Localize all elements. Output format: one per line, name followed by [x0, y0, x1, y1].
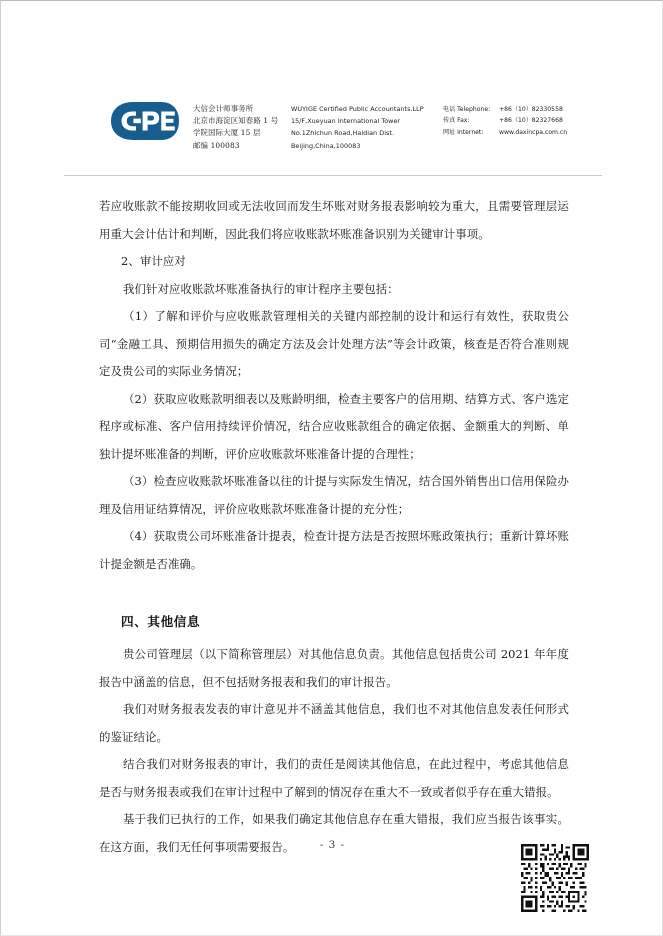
section-heading-other-information: 四、其他信息	[121, 614, 201, 629]
firm-cn-line-2: 北京市海淀区知春路 1 号	[193, 116, 279, 126]
document-body	[99, 193, 569, 861]
paragraph-audit-procedures-intro: 我们针对应收账款坏账准备执行的审计程序主要包括：	[123, 281, 399, 296]
firm-cn-line-3: 学院国际大厦 15 层	[193, 128, 261, 138]
contact-fax-value: +86（10）82327668	[499, 117, 563, 125]
paragraph-procedure-4: （4）获取贵公司坏账准备计提表，检查计提方法是否按照坏账政策执行；重新计算坏账计提金额是否准确。	[99, 529, 569, 571]
paragraph-procedure-1: （1）了解和评价与应收账款管理相关的关键内部控制的设计和运行有效性，获取贵公司“金融工具、预期信用损失的确定方法及会计处理方法”等会计政策，核查是否符合准则规定及贵公司的实际业务情况；	[99, 309, 569, 378]
letterhead-firm-chinese	[193, 97, 289, 152]
contact-fax	[443, 115, 567, 126]
paragraph-audit-response-heading: 2、审计应对	[121, 254, 186, 268]
paragraph-opinion-scope: 我们对财务报表发表的审计意见并不涵盖其他信息，我们也不对其他信息发表任何形式的鉴证结论。	[99, 702, 569, 744]
letterhead-divider	[64, 175, 602, 176]
contact-internet	[443, 127, 567, 138]
contact-telephone-value: +86（10）82330558	[499, 106, 563, 113]
letterhead-firm-english	[291, 97, 433, 152]
daxin-cpa-logo	[109, 97, 187, 141]
paragraph-reporting-conclusion: 基于我们已执行的工作，如果我们确定其他信息存在重大错报，我们应当报告该事实。在这方面，我们无任何事项需要报告。	[99, 812, 569, 854]
paragraph-receivables-material: 若应收账款不能按期收回或无法收回而发生坏账对财务报表影响较为重大，且需要管理层运用重大会计估计和判断，因此我们将应收账款坏账准备识别为关键审计事项。	[99, 199, 569, 241]
contact-internet-value: www.daxincpa.com.cn	[499, 128, 568, 136]
paragraph-procedure-3: （3）检查应收账款坏账准备以往的计提与实际发生情况，结合国外销售出口信用保险办理及信用证结算情况，评价应收账款坏账准备计提的充分性；	[99, 474, 569, 516]
firm-en-line-1: WUYIGE Certified Public Accountants.LLP	[291, 105, 424, 113]
contact-fax-label: 传真 Fax:	[443, 117, 470, 125]
contact-telephone-label: 电话 Telephone:	[443, 106, 491, 113]
contact-telephone	[443, 104, 567, 115]
paragraph-reading-responsibility: 结合我们对财务报表的审计，我们的责任是阅读其他信息，在此过程中，考虑其他信息是否与财务报表或我们在审计过程中了解到的情况存在重大不一致或者似乎存在重大错报。	[99, 757, 569, 799]
firm-en-line-2: 15/F,Xueyuan International Tower	[291, 117, 401, 126]
paragraph-procedure-2: （2）获取应收账款明细表以及账龄明细，检查主要客户的信用期、结算方式、客户选定程序或标准、客户信用持续评价情况，结合应收账款组合的确定依据、金额重大的判断、单独计提坏账准备的判断，评价应收账款坏账准备计提的合理性；	[99, 391, 569, 461]
page-number: - 3 -	[319, 839, 346, 851]
letterhead-contact	[443, 97, 567, 138]
firm-en-line-3: No.1Zhichun Road,Haidian Dist.	[291, 129, 395, 138]
qr-code	[519, 844, 591, 912]
firm-cn-line-4: 邮编 100083	[193, 140, 240, 150]
letterhead	[1, 97, 663, 165]
paragraph-management-responsibility: 贵公司管理层（以下简称管理层）对其他信息负责。其他信息包括贵公司 2021 年年度报告中涵盖的信息，但不包括财务报表和我们的审计报告。	[99, 647, 569, 689]
section-spacer	[99, 578, 569, 608]
firm-en-line-4: Beijing,China,100083	[291, 141, 361, 150]
contact-internet-label: 网址 Internet:	[443, 128, 484, 136]
firm-cn-line-1: 大信会计师事务所	[193, 104, 254, 113]
